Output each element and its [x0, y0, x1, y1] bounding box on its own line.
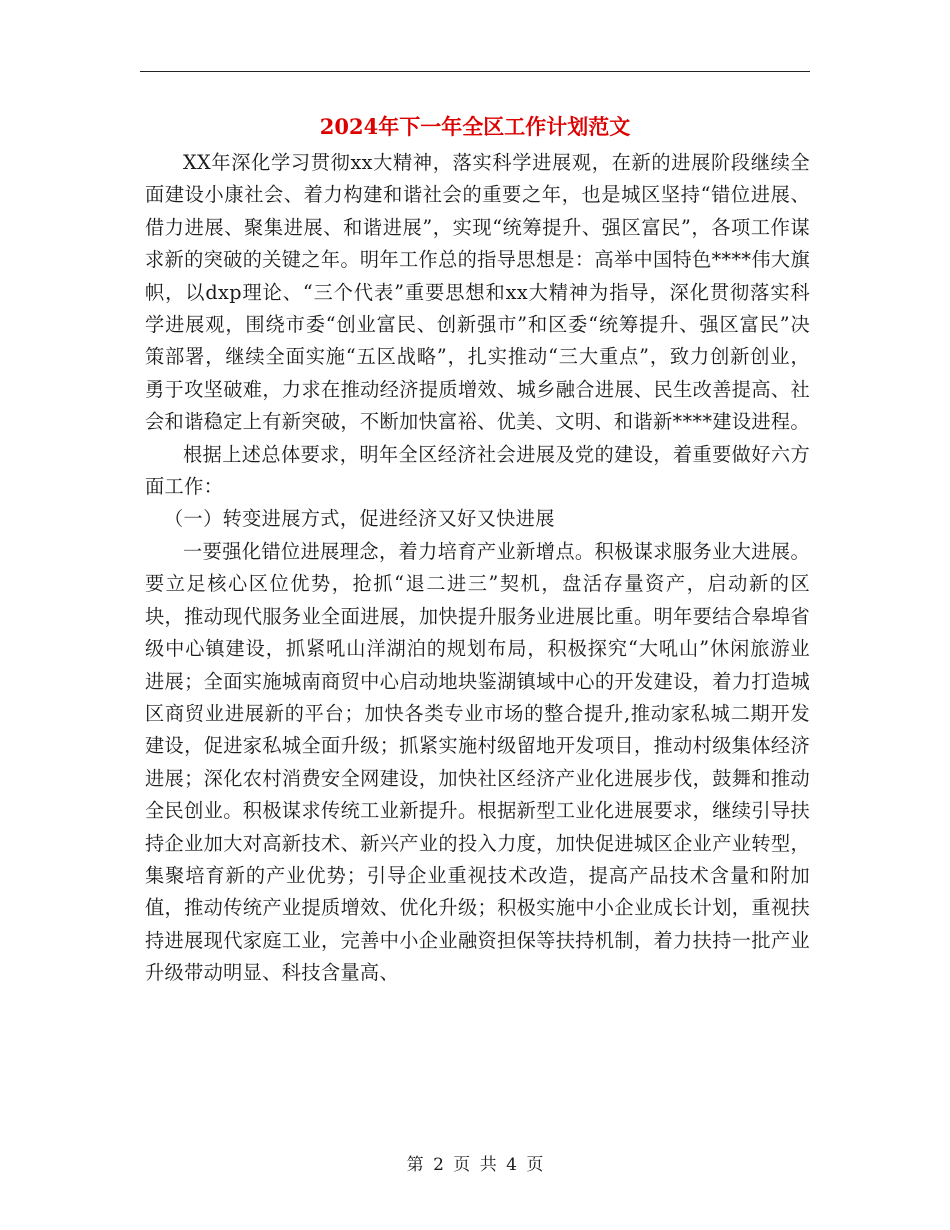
intro-paragraph: XX年深化学习贯彻xx大精神，落实科学进展观，在新的进展阶段继续全面建设小康社会、着力构建和谐社会的重要之年，也是城区坚持“错位进展、借力进展、聚集进展、和谐进展”，实现“统筹提升、强区富民”，各项工作谋求新的突破的关键之年。明年工作总的指导思想是：高举中国特色****伟大旗帜，以dxp理论、“三个代表”重要思想和xx大精神为指导，深化贯彻落实科学进展观，围绕市委“创业富民、创新强市”和区委“统筹提升、强区富民”决策部署，继续全面实施“五区战略”，扎实推动“三大重点”，致力创新创业，勇于攻坚破难，力求在推动经济提质增效、城乡融合进展、民生改善提高、社会和谐稳定上有新突破，不断加快富裕、优美、文明、和谐新****建设进程。	[145, 151, 810, 434]
section-paragraph: 一要强化错位进展理念，着力培育产业新增点。积极谋求服务业大进展。要立足核心区位优势，抢抓“退二进三”契机，盘活存量资产，启动新的区块，推动现代服务业全面进展，加快提升服务业进展比重。明年要结合皋埠省级中心镇建设，抓紧吼山洋湖泊的规划布局，积极探究“大吼山”休闲旅游业进展；全面实施城南商贸中心启动地块鉴湖镇域中心的开发建设，着力打造城区商贸业进展新的平台；加快各类专业市场的整合提升,推动家私城二期开发建设，促进家私城全面升级；抓紧实施村级留地开发项目，推动村级集体经济进展；深化农村消费安全网建设，加快社区经济产业化进展步伐，鼓舞和推动全民创业。积极谋求传统工业新提升。根据新型工业化进展要求，继续引导扶持企业加大对高新技术、新兴产业的投入力度，加快促进城区企业产业转型，集聚培育新的产业优势；引导企业重视技术改造，提高产品技术含量和附加值，推动传统产业提质增效、优化升级；积极实施中小企业成长计划，重视扶持进展现代家庭工业，完善中小企业融资担保等扶持机制，着力扶持一批产业升级带动明显、科技含量高、	[145, 539, 810, 985]
document-title: 2024年下一年全区工作计划范文	[319, 114, 631, 139]
section-heading: （一）转变进展方式，促进经济又好又快进展	[164, 507, 555, 531]
page-footer: 第 2 页 共 4 页	[406, 1155, 544, 1175]
header-rule	[140, 71, 810, 72]
document-body	[145, 147, 810, 990]
requirements-paragraph: 根据上述总体要求，明年全区经济社会进展及党的建设，着重要做好六方面工作：	[145, 442, 810, 499]
